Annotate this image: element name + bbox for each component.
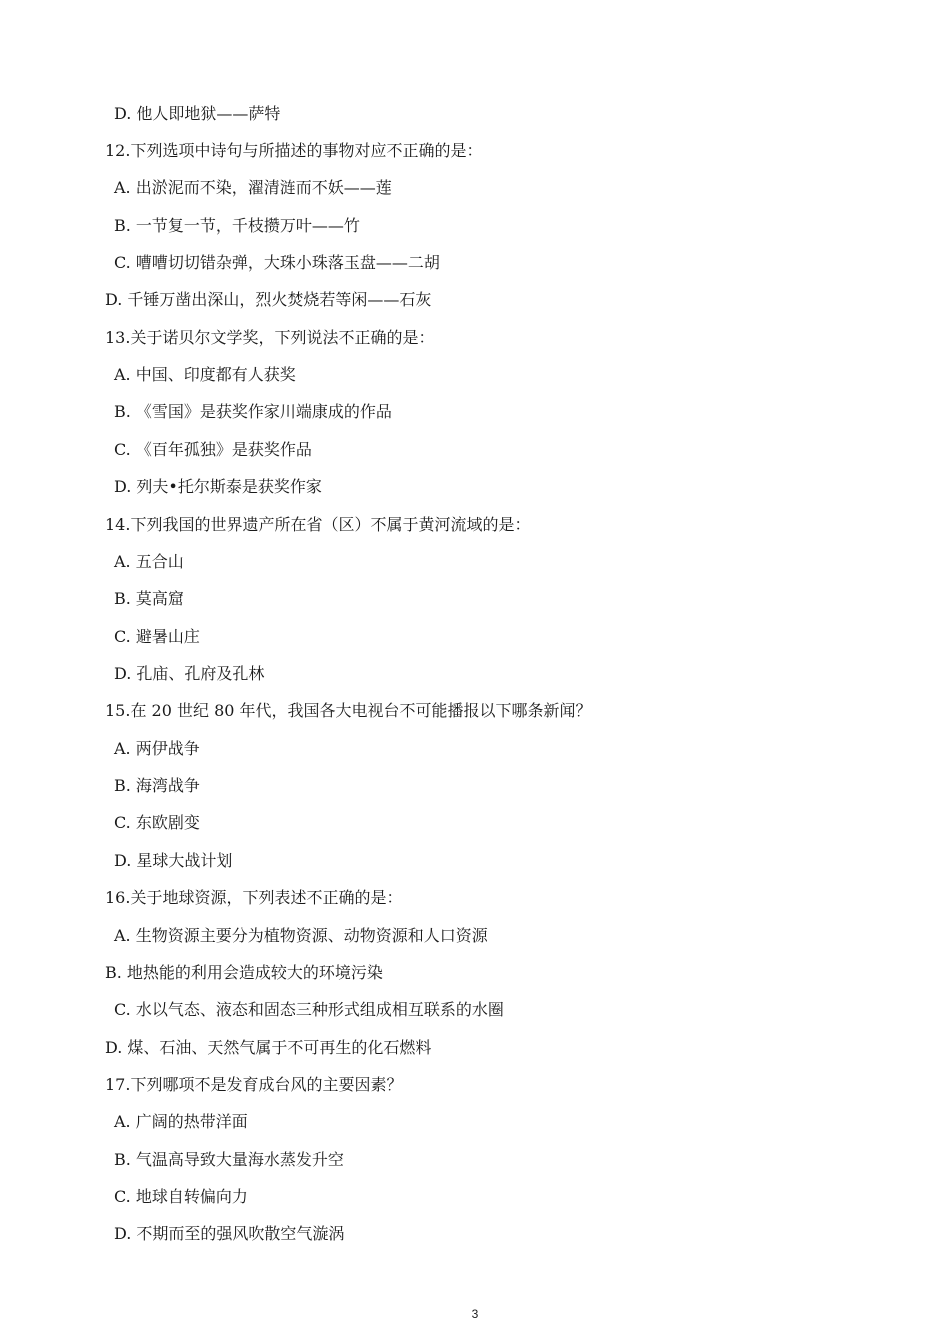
option-16-b: B. 地热能的利用会造成较大的环境污染 — [105, 963, 383, 982]
question-16: 16.关于地球资源，下列表述不正确的是： — [105, 888, 403, 907]
option-14-a: A. 五合山 — [114, 552, 184, 571]
option-13-c: C. 《百年孤独》是获奖作品 — [114, 440, 312, 459]
option-15-b: B. 海湾战争 — [114, 776, 200, 795]
option-15-c: C. 东欧剧变 — [114, 813, 200, 832]
option-13-b: B. 《雪国》是获奖作家川端康成的作品 — [114, 402, 392, 421]
option-14-c: C. 避暑山庄 — [114, 627, 200, 646]
question-17: 17.下列哪项不是发育成台风的主要因素？ — [105, 1075, 403, 1094]
question-14: 14.下列我国的世界遗产所在省（区）不属于黄河流域的是： — [105, 515, 531, 534]
option-12-b: B. 一节复一节，千枝攒万叶——竹 — [114, 216, 360, 235]
option-12-c: C. 嘈嘈切切错杂弹，大珠小珠落玉盘——二胡 — [114, 253, 440, 272]
page-number: 3 — [471, 1307, 479, 1321]
option-17-b: B. 气温高导致大量海水蒸发升空 — [114, 1150, 344, 1169]
option-16-c: C. 水以气态、液态和固态三种形式组成相互联系的水圈 — [114, 1000, 504, 1019]
option-14-d: D. 孔庙、孔府及孔林 — [114, 664, 265, 683]
option-17-d: D. 不期而至的强风吹散空气漩涡 — [114, 1224, 345, 1243]
option-15-a: A. 两伊战争 — [114, 739, 200, 758]
option-12-a: A. 出淤泥而不染，濯清涟而不妖——莲 — [114, 178, 392, 197]
option-17-c: C. 地球自转偏向力 — [114, 1187, 248, 1206]
option-13-d: D. 列夫•托尔斯泰是获奖作家 — [114, 477, 322, 496]
option-15-d: D. 星球大战计划 — [114, 851, 233, 870]
option-12-d: D. 千锤万凿出深山，烈火焚烧若等闲——石灰 — [105, 290, 432, 309]
question-12: 12.下列选项中诗句与所描述的事物对应不正确的是： — [105, 141, 483, 160]
question-13: 13.关于诺贝尔文学奖，下列说法不正确的是： — [105, 328, 435, 347]
option-13-a: A. 中国、印度都有人获奖 — [114, 365, 296, 384]
option-16-d: D. 煤、石油、天然气属于不可再生的化石燃料 — [105, 1038, 432, 1057]
option-17-a: A. 广阔的热带洋面 — [114, 1112, 248, 1131]
option-16-a: A. 生物资源主要分为植物资源、动物资源和人口资源 — [114, 926, 488, 945]
option-11-d: D. 他人即地狱——萨特 — [114, 104, 281, 123]
question-15: 15.在 20 世纪 80 年代，我国各大电视台不可能播报以下哪条新闻？ — [105, 701, 592, 720]
option-14-b: B. 莫高窟 — [114, 589, 184, 608]
